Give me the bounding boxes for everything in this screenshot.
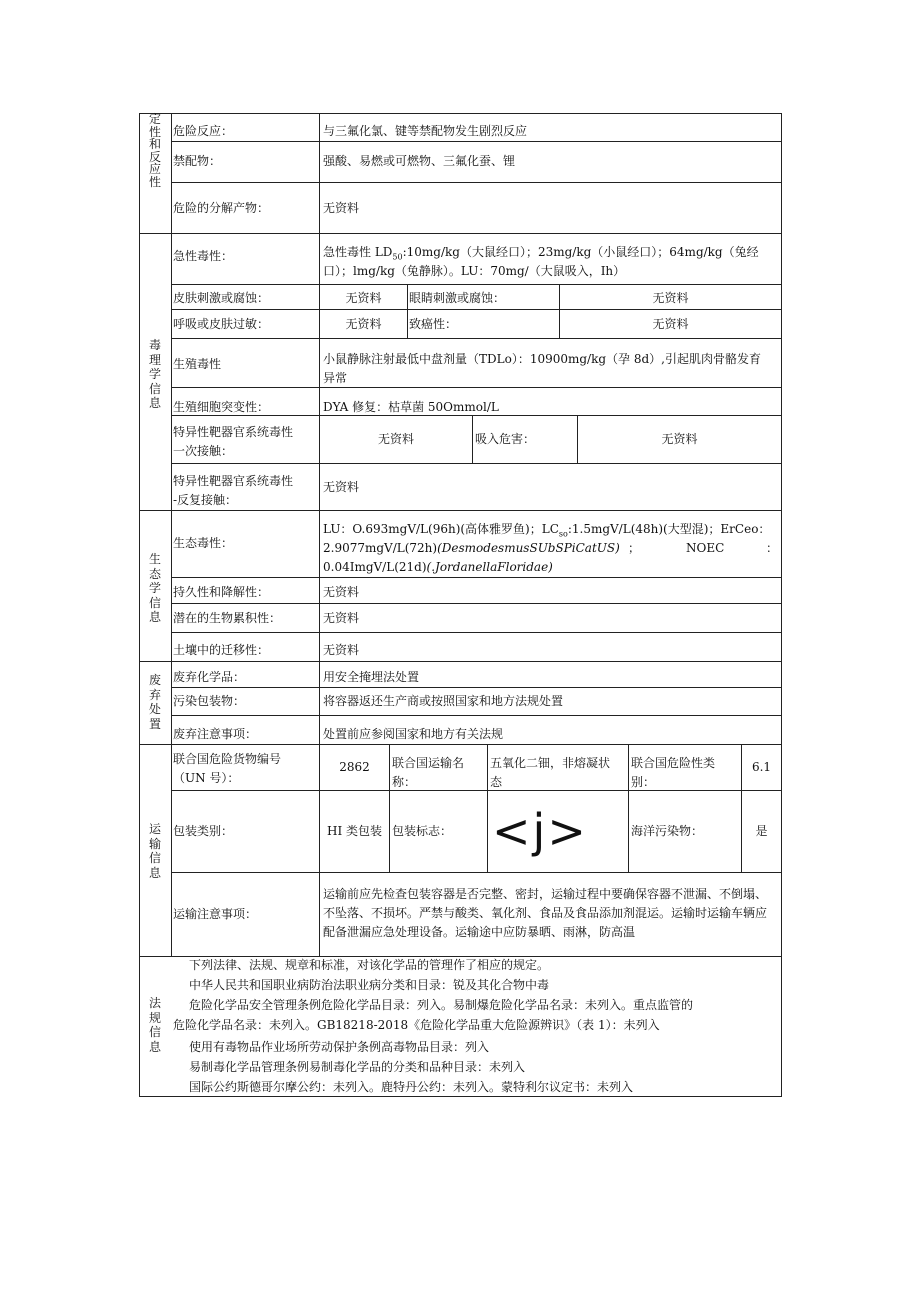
un-number-label-2: （UN 号）： bbox=[173, 771, 240, 785]
row-divider bbox=[171, 182, 782, 183]
section-divider bbox=[139, 661, 782, 662]
shipping-name-label-2: 称： bbox=[392, 775, 417, 789]
section-title-ecology: 生态学信息 bbox=[148, 552, 161, 624]
packing-group-value: HI 类包装 bbox=[326, 824, 383, 838]
disposal-notes-label: 废弃注意事项： bbox=[173, 727, 258, 741]
un-number-value: 2862 bbox=[339, 760, 370, 774]
stot-single-label-2: 一次接触： bbox=[173, 444, 234, 458]
row-divider bbox=[171, 309, 782, 310]
row-divider bbox=[171, 603, 782, 604]
section-title-regulation: 法规信息 bbox=[148, 996, 161, 1054]
marine-pollutant-value: 是 bbox=[755, 824, 768, 838]
section-column-divider bbox=[171, 113, 172, 956]
contaminated-packaging-value: 将容器返还生产商或按照国家和地方法规处置 bbox=[323, 694, 564, 708]
eye-label: 眼睛刺激或腐蚀： bbox=[409, 291, 506, 305]
soil-mobility-value: 无资料 bbox=[323, 643, 360, 657]
regulation-line-4: 危险化学品名录：未列入。GB18218-2018《危险化学品重大危险源辨识》（表 1）：未列入 bbox=[173, 1018, 660, 1032]
row-divider bbox=[171, 141, 782, 142]
bioaccumulation-value: 无资料 bbox=[323, 611, 360, 625]
ecotoxicity-label: 生态毒性： bbox=[173, 536, 234, 550]
transport-notes-label: 运输注意事项： bbox=[173, 907, 258, 921]
carcinogenicity-value: 无资料 bbox=[652, 317, 689, 331]
eco-l1-a: LU：O.693mgV/L(96h)(高体雅罗鱼)；LC bbox=[323, 522, 559, 536]
skin-value: 无资料 bbox=[345, 291, 382, 305]
hazard-class-label-2: 别： bbox=[631, 775, 656, 789]
mutagenicity-label: 生殖细胞突变性： bbox=[173, 400, 270, 414]
eco-l2-a: 2.9077mgV/L(72h) bbox=[323, 541, 438, 555]
soil-mobility-label: 土壤中的迁移性： bbox=[173, 643, 270, 657]
regulation-line-5: 使用有毒物品作业场所劳动保护条例高毒物品目录：列入 bbox=[189, 1040, 490, 1054]
stot-repeat-label-2: -反复接触： bbox=[173, 493, 238, 507]
section-divider bbox=[139, 956, 782, 957]
section-divider bbox=[139, 233, 782, 234]
stot-repeat-label-1: 特异性靶器官系统毒性 bbox=[173, 474, 294, 488]
persistence-label: 持久性和降解性： bbox=[173, 585, 270, 599]
table-border-right bbox=[781, 113, 782, 1097]
incompatible-label: 禁配物： bbox=[173, 154, 222, 168]
reproductive-line1: 小鼠静脉注射最低中盘剂量（TDLo）：10900mg/kg（孕 8d）,引起肌肉骨骼发育 bbox=[323, 352, 761, 366]
eco-l1-b: :1.5mgV/L(48h)(大型混)；ErCeo： bbox=[567, 522, 771, 536]
hazard-class-value: 6.1 bbox=[751, 760, 772, 774]
acute-text-a: 急性毒性 LD bbox=[323, 245, 393, 259]
packing-mark-label: 包装标志： bbox=[392, 824, 453, 838]
skin-label: 皮肤刺激或腐蚀： bbox=[173, 291, 270, 305]
eco-l2-b: (DesmodesmusSUbSPiCatUS) bbox=[437, 541, 620, 555]
row-divider bbox=[171, 687, 782, 688]
contaminated-packaging-label: 污染包装物： bbox=[173, 694, 246, 708]
stot-single-value: 无资料 bbox=[377, 432, 414, 446]
acute-toxicity-line1 bbox=[323, 245, 759, 264]
aspiration-value: 无资料 bbox=[661, 432, 698, 446]
regulation-line-2: 中华人民共和国职业病防治法职业病分类和目录：锐及其化合物中毒 bbox=[189, 978, 550, 992]
table-border-top bbox=[139, 113, 782, 114]
eco-l3-b: (.JordanellaFloridae) bbox=[426, 560, 553, 574]
sensitization-label: 呼吸或皮肤过敏： bbox=[173, 317, 270, 331]
decomposition-value: 无资料 bbox=[323, 201, 360, 215]
ecotoxicity-line2 bbox=[323, 541, 777, 556]
hazard-reaction-value: 与三氟化氯、键等禁配物发生剧烈反应 bbox=[323, 124, 528, 138]
section-title-disposal: 废弃处置 bbox=[148, 673, 161, 731]
row-divider bbox=[171, 577, 782, 578]
section-title-toxicology: 毒理学信息 bbox=[148, 338, 161, 410]
table-border-bottom bbox=[139, 1096, 782, 1097]
shipping-name-value-1: 五氧化二钿，非熔凝状 bbox=[490, 756, 611, 770]
regulation-line-3: 危险化学品安全管理条例危险化学品目录：列入。易制爆危险化学品名录：未列入。重点监管的 bbox=[189, 998, 694, 1012]
shipping-name-value-2: 态 bbox=[490, 775, 503, 789]
section-divider bbox=[139, 510, 782, 511]
cell-divider bbox=[407, 284, 408, 338]
decomposition-label: 危险的分解产物： bbox=[173, 201, 270, 215]
packing-mark-symbol: <j> bbox=[492, 804, 588, 858]
stot-single-label-1: 特异性靶器官系统毒性 bbox=[173, 425, 294, 439]
section-title-stability: 定性和反应性 bbox=[148, 112, 161, 189]
row-divider bbox=[171, 872, 782, 873]
ecotoxicity-line3 bbox=[323, 560, 553, 575]
eco-l2-d: NOEC bbox=[686, 541, 725, 555]
cell-divider bbox=[487, 744, 488, 872]
label-column-divider bbox=[319, 510, 320, 744]
persistence-value: 无资料 bbox=[323, 585, 360, 599]
regulation-line-1: 下列法律、法规、规章和标准，对该化学品的管理作了相应的规定。 bbox=[189, 958, 550, 972]
regulation-line-6: 易制毒化学品管理条例易制毒化学品的分类和品种目录：未列入 bbox=[189, 1060, 526, 1074]
row-divider bbox=[171, 387, 782, 388]
incompatible-value: 强酸、易燃或可燃物、三氟化蚕、锂 bbox=[323, 154, 516, 168]
packing-group-label: 包装类别： bbox=[173, 824, 234, 838]
sensitization-value: 无资料 bbox=[345, 317, 382, 331]
acute-subscript: 50 bbox=[392, 252, 403, 262]
row-divider bbox=[171, 790, 782, 791]
mutagenicity-value: DYA 修复：枯草菌 50Ommol/L bbox=[323, 400, 499, 414]
eco-l2-e: ： bbox=[766, 541, 779, 555]
acute-text-b: :10mg/kg（大鼠经口）；23mg/kg（小鼠经口）；64mg/kg（兔经 bbox=[402, 245, 759, 259]
hazard-class-label-1: 联合国危险性类 bbox=[631, 756, 716, 770]
label-column-divider bbox=[319, 113, 320, 510]
reproductive-label: 生殖毒性 bbox=[173, 357, 222, 371]
waste-chemical-value: 用安全掩埋法处置 bbox=[323, 670, 420, 684]
ecotoxicity-line1 bbox=[323, 522, 770, 541]
row-divider bbox=[171, 284, 782, 285]
cell-divider bbox=[389, 744, 390, 872]
shipping-name-label-1: 联合国运输名 bbox=[392, 756, 465, 770]
eco-l1-sub: so bbox=[558, 529, 568, 539]
marine-pollutant-label: 海洋污染物： bbox=[631, 824, 704, 838]
bioaccumulation-label: 潜在的生物累积性： bbox=[173, 611, 282, 625]
label-column-divider bbox=[319, 872, 320, 956]
disposal-notes-value: 处置前应参阅国家和地方有关法规 bbox=[323, 727, 504, 741]
row-divider bbox=[171, 463, 782, 464]
cell-divider bbox=[472, 415, 473, 463]
section-title-transport: 运输信息 bbox=[148, 822, 161, 880]
transport-notes-value: 运输前应先检查包装容器是否完整、密封，运输过程中要确保容器不泄漏、不倒塌、不坠落、不损坏。严禁与酸类、氧化剂、食品及食品添加剂混运。运输时运输车辆应配备泄漏应急处理设备。运输途中应防暴晒、雨淋，防高温 bbox=[323, 887, 768, 939]
row-divider bbox=[171, 415, 782, 416]
eco-l2-c: ； bbox=[628, 541, 641, 555]
waste-chemical-label: 废弃化学品： bbox=[173, 670, 246, 684]
cell-divider bbox=[628, 744, 629, 872]
row-divider bbox=[171, 632, 782, 633]
regulation-line-7: 国际公约斯德哥尔摩公约：未列入。鹿特丹公约：未列入。蒙特利尔议定书：未列入 bbox=[189, 1080, 634, 1094]
reproductive-line2: 异常 bbox=[323, 371, 348, 385]
acute-toxicity-line2: 口）；lmg/kg（兔静脉）。LU：70mg∕（大鼠吸入，Ih） bbox=[323, 264, 626, 278]
row-divider bbox=[171, 338, 782, 339]
stot-repeat-value: 无资料 bbox=[323, 480, 360, 494]
carcinogenicity-label: 致癌性： bbox=[409, 317, 458, 331]
row-divider bbox=[171, 715, 782, 716]
eco-l3-a: 0.04ImgV/L(21d) bbox=[323, 560, 427, 574]
table-border-left bbox=[139, 113, 140, 1097]
hazard-reaction-label: 危险反应： bbox=[173, 124, 234, 138]
eye-value: 无资料 bbox=[652, 291, 689, 305]
acute-toxicity-label: 急性毒性： bbox=[173, 249, 234, 263]
un-number-label-1: 联合国危险货物编号 bbox=[173, 752, 282, 766]
section-divider bbox=[139, 744, 782, 745]
aspiration-label: 吸入危害： bbox=[475, 432, 536, 446]
